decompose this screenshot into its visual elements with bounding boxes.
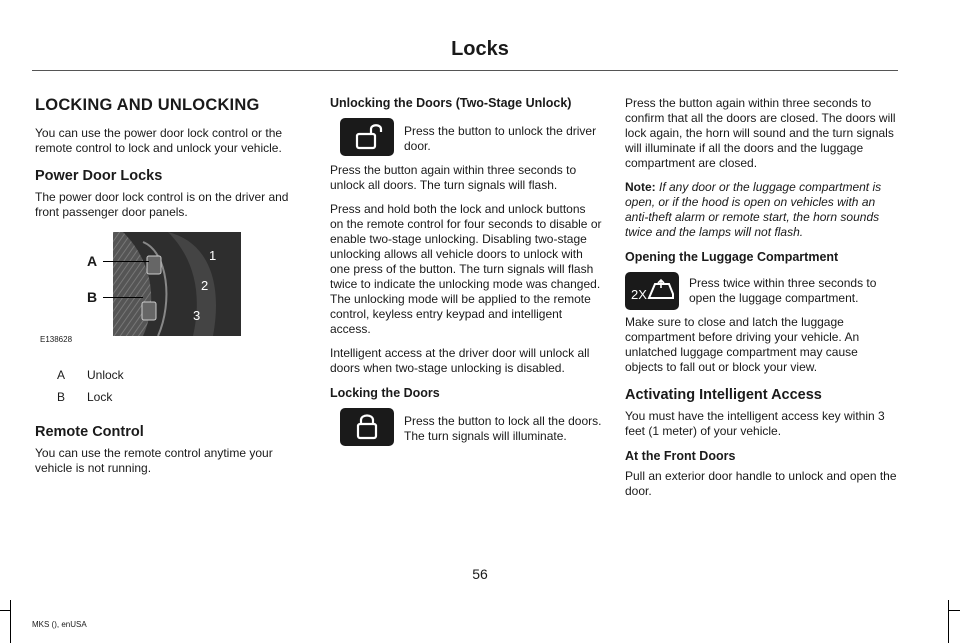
trunk-2x-label: 2X xyxy=(631,287,647,302)
column-1 xyxy=(35,96,307,485)
figure-number-3: 3 xyxy=(193,308,201,323)
note-label: Note: xyxy=(625,180,656,194)
heading-at-the-front-doors: At the Front Doors xyxy=(625,449,736,463)
crop-mark xyxy=(948,600,949,643)
heading-locking-and-unlocking: LOCKING AND UNLOCKING xyxy=(35,96,260,114)
heading-locking-the-doors: Locking the Doors xyxy=(330,386,440,400)
crop-mark xyxy=(949,610,960,611)
unlock-icon xyxy=(340,118,394,156)
trunk-2x-icon xyxy=(625,272,679,310)
footer-text: MKS (), enUSA xyxy=(32,620,87,629)
heading-activating-intelligent-access: Activating Intelligent Access xyxy=(625,387,822,403)
column-3 xyxy=(625,96,897,508)
heading-opening-luggage-compartment: Opening the Luggage Compartment xyxy=(625,250,839,264)
luggage-paragraph: Press twice within three seconds to open the luggage compartment. xyxy=(689,276,877,305)
heading-unlocking-the-doors: Unlocking the Doors (Two-Stage Unlock) xyxy=(330,96,572,110)
callout-a: A xyxy=(87,253,98,269)
callout-b-line xyxy=(103,297,143,298)
two-stage-paragraph: Press and hold both the lock and unlock buttons on the remote control for four seconds to disable or enable two-stage unlocking. Disabling two-stage unlocking allows all vehicle doors to unlock with one press of the button. The turn signals will flash twice to indicate the unlocking mode was changed. The unlocking mode will be applied to the remote control, keyless entry keypad and intelligent access. xyxy=(330,202,602,336)
door-lock-control-figure xyxy=(35,232,307,360)
heading-remote-control: Remote Control xyxy=(35,424,144,440)
figure-number-2: 2 xyxy=(201,278,209,293)
unlock-step-2: Press the button again within three seconds to unlock all doors. The turn signals will flash. xyxy=(330,163,577,192)
intelligent-key-paragraph: You must have the intelligent access key within 3 feet (1 meter) of your vehicle. xyxy=(625,409,885,438)
confirm-lock-paragraph: Press the button again within three seconds to confirm that all the doors are closed. The doors will lock again, the horn will sound and the turn signals will illuminate if all the doors and the luggage compartment are closed. xyxy=(625,96,896,170)
close-luggage-paragraph: Make sure to close and latch the luggage compartment before driving your vehicle. An unlatched luggage compartment may cause objects to fall out or block your view. xyxy=(625,315,860,374)
legend-row xyxy=(35,368,307,382)
heading-power-door-locks: Power Door Locks xyxy=(35,168,163,184)
crop-mark xyxy=(0,610,10,611)
column-2 xyxy=(330,96,602,453)
crop-mark xyxy=(10,600,11,643)
legend-row xyxy=(35,390,307,404)
legend-label: Unlock xyxy=(87,368,124,382)
legend-key: B xyxy=(57,390,66,404)
note-text: If any door or the luggage compartment is open, or if the hood is open on vehicles with an anti-theft alarm or remote start, the horn sounds twice and the lamps will not flash. xyxy=(625,180,882,239)
callout-a-line xyxy=(103,261,149,262)
lock-paragraph: Press the button to lock all the doors. The turn signals will illuminate. xyxy=(404,414,602,443)
unlock-step-1: Press the button to unlock the driver door. xyxy=(404,124,597,153)
legend-key: A xyxy=(57,368,66,382)
page-number: 56 xyxy=(472,566,488,582)
intelligent-access-paragraph: Intelligent access at the driver door will unlock all doors when two-stage unlocking is disabled. xyxy=(330,346,590,375)
callout-b: B xyxy=(87,289,98,305)
figure-number-1: 1 xyxy=(209,248,217,263)
power-locks-paragraph: The power door lock control is on the driver and front passenger door panels. xyxy=(35,190,289,219)
remote-control-paragraph: You can use the remote control anytime your vehicle is not running. xyxy=(35,446,273,475)
note-paragraph xyxy=(625,180,897,240)
page-header-title: Locks xyxy=(451,38,509,60)
figure-code: E138628 xyxy=(40,335,73,344)
door-panel-illustration xyxy=(113,232,241,336)
header-rule xyxy=(32,70,898,71)
door-panel-image xyxy=(113,232,241,336)
legend-label: Lock xyxy=(87,390,113,404)
lock-icon xyxy=(340,408,394,446)
front-doors-paragraph: Pull an exterior door handle to unlock and open the door. xyxy=(625,469,897,498)
intro-paragraph: You can use the power door lock control or the remote control to lock and unlock your vehicle. xyxy=(35,126,283,155)
